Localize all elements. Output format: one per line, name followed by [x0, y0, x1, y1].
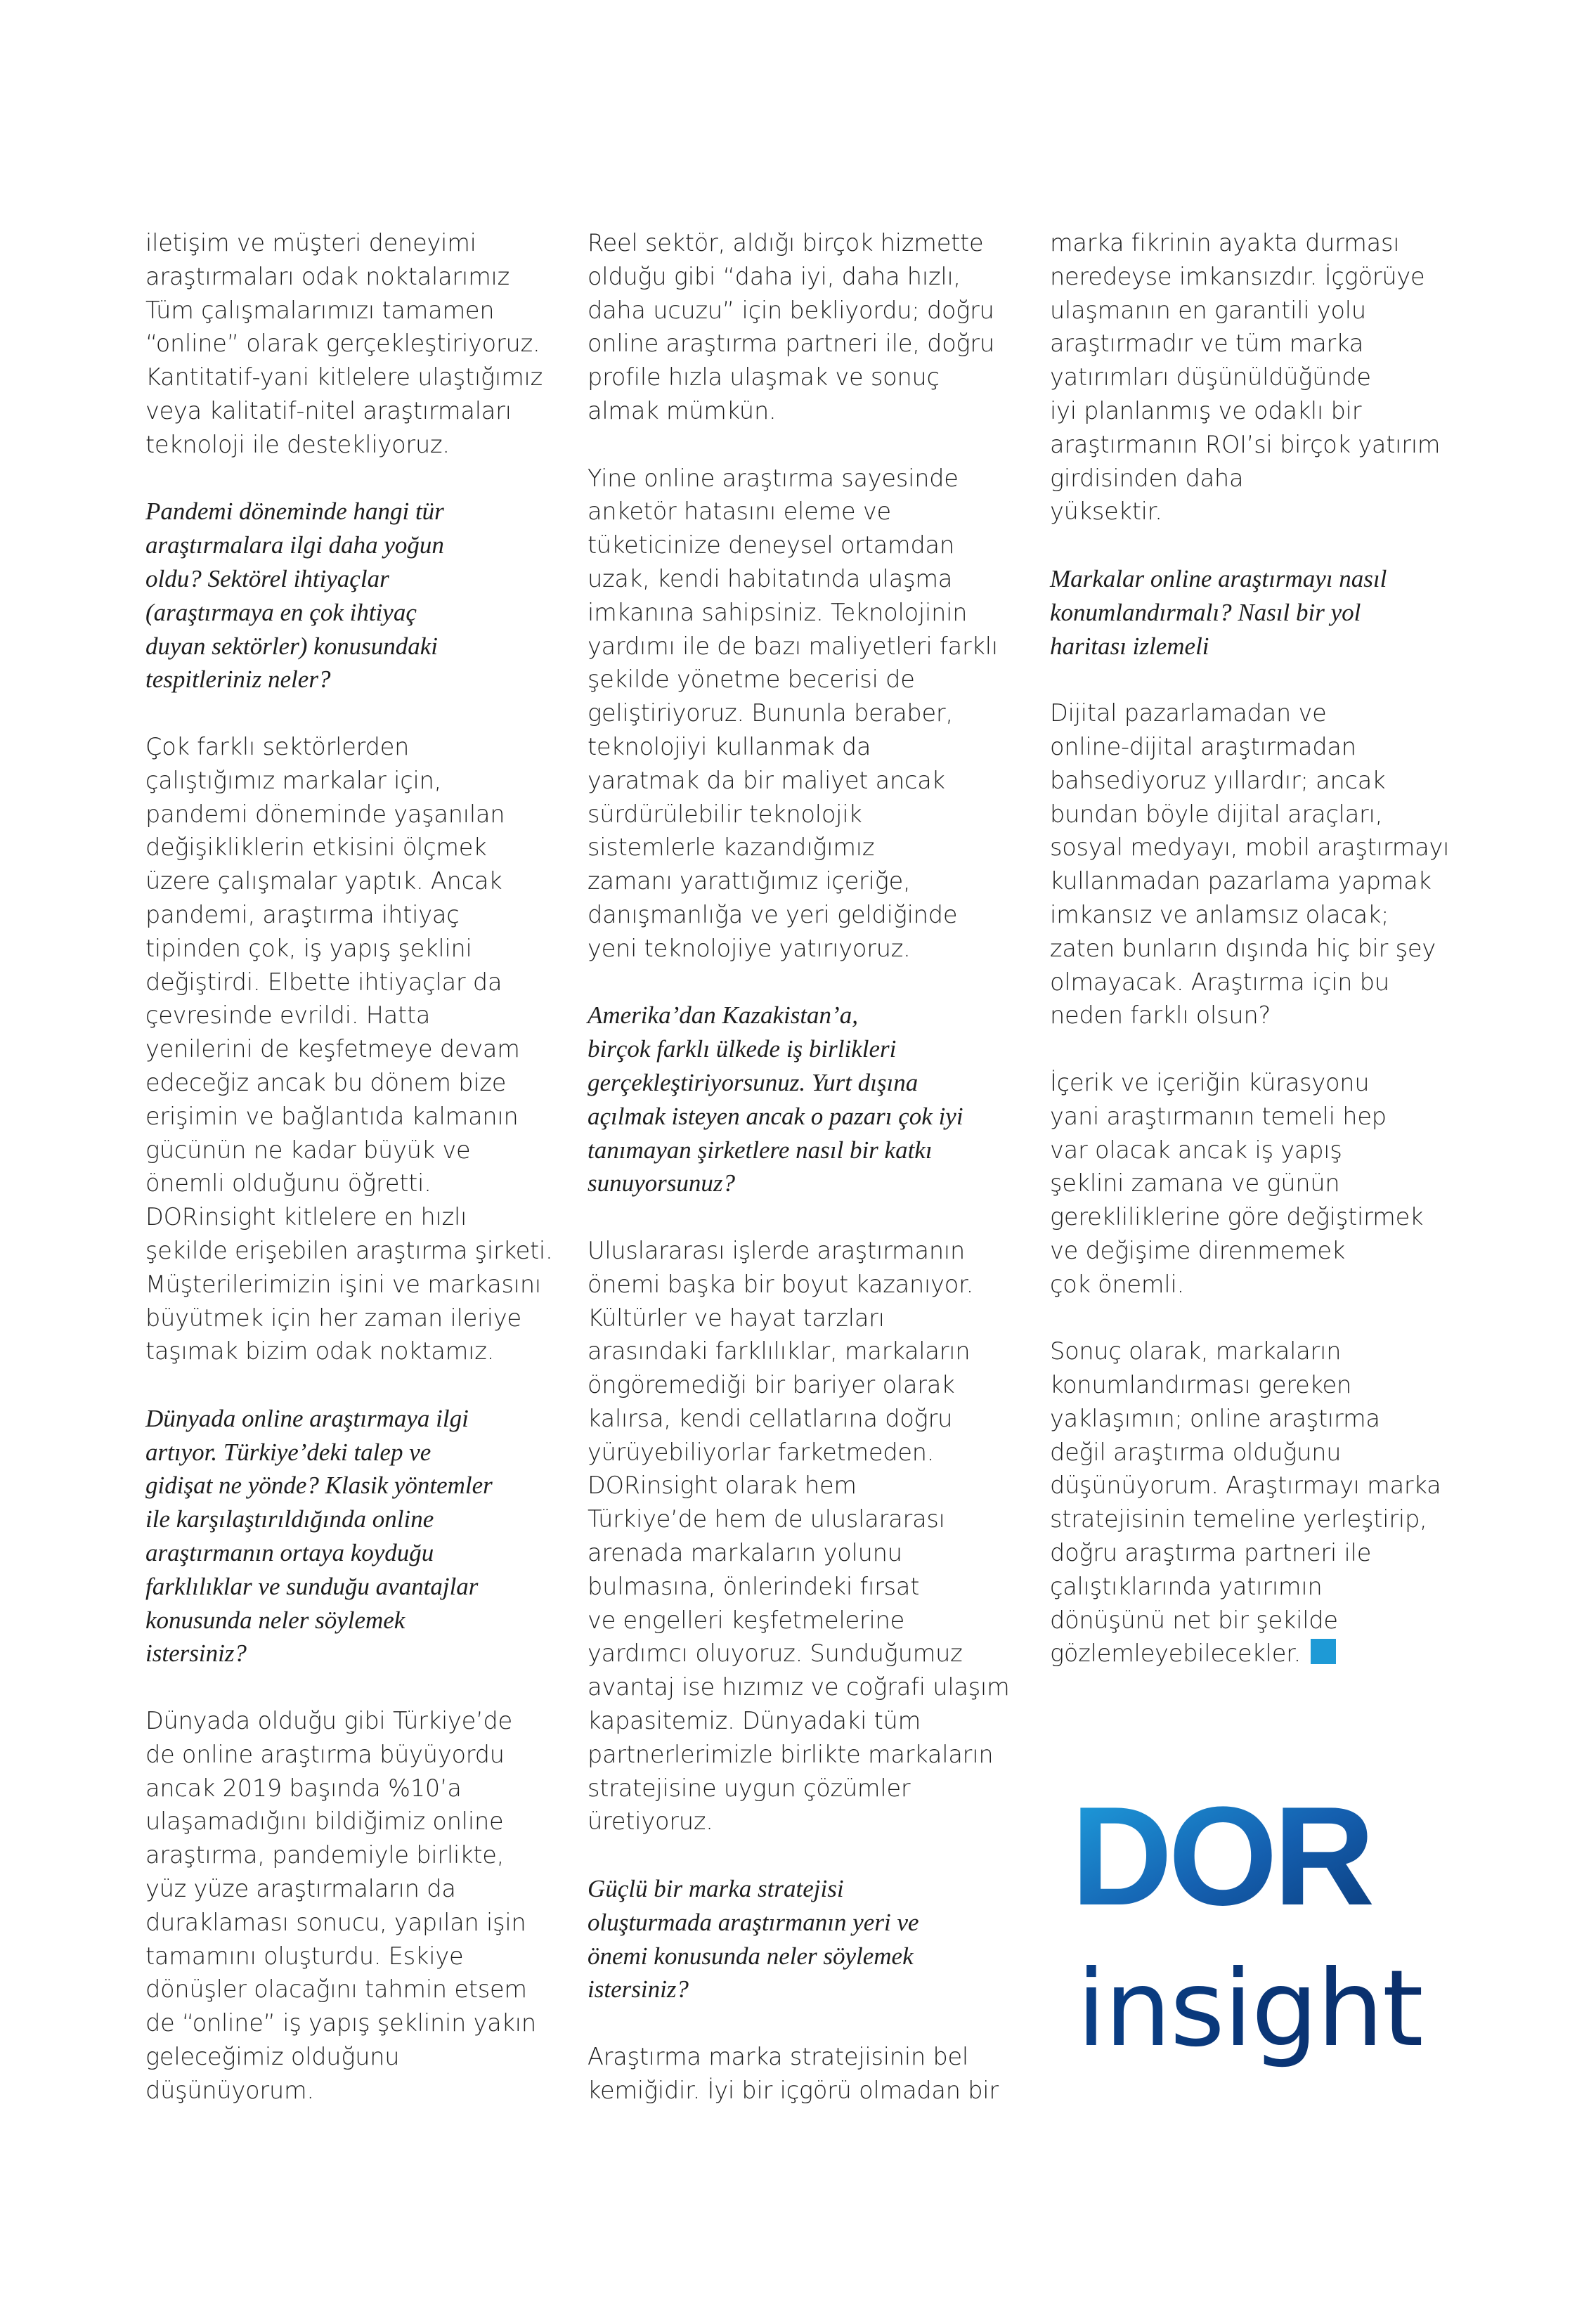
text-line: artıyor. Türkiye’deki talep ve	[145, 1438, 431, 1466]
paragraph	[1050, 226, 1472, 528]
text-line: profile hızla ulaşmak ve sonuç	[588, 363, 940, 391]
text-line: Markalar online araştırmayı nasıl	[1050, 564, 1387, 592]
text-line: sürdürülebilir teknolojik	[588, 800, 862, 828]
text-line: imkansız ve anlamsız olacak;	[1050, 900, 1389, 928]
text-line: sunuyorsunuz?	[588, 1169, 736, 1197]
text-line: marka fikrinin ayakta durması	[1050, 229, 1400, 257]
text-line: bahsediyoruz yıllardır; ancak	[1050, 766, 1386, 794]
text-line: Dünyada online araştırmaya ilgi	[145, 1404, 469, 1432]
text-line: çevresinde evrildi. Hatta	[145, 1001, 431, 1030]
text-line: Sonuç olarak, markaların	[1050, 1337, 1342, 1365]
text-line: Yine online araştırma sayesinde	[588, 464, 959, 492]
text-line: sistemlerle kazandığımız	[588, 833, 875, 862]
text-line: Tüm çalışmalarımızı tamamen	[145, 296, 495, 324]
text-line: araştırma, pandemiyle birlikte,	[145, 1841, 505, 1869]
text-line: gözlemleyebilecekler.	[1050, 1637, 1472, 1670]
text-line: yardımcı oluyoruz. Sunduğumuz	[588, 1640, 963, 1668]
text-line: oluşturmada araştırmanın yeri ve	[588, 1908, 919, 1936]
text-line: yüksektir.	[1050, 498, 1162, 526]
text-line: Türkiye’de hem de uluslararası	[588, 1505, 945, 1533]
text-line: araştırmaları odak noktalarımız	[145, 262, 510, 290]
text-line: yaklaşımın; online araştırma	[1050, 1404, 1380, 1432]
text-line: tespitleriniz neler?	[145, 666, 331, 694]
text-line: de online araştırma büyüyordu	[145, 1740, 505, 1768]
text-line: kalırsa, kendi cellatlarına doğru	[588, 1404, 953, 1432]
text-line: pandemi döneminde yaşanılan	[145, 800, 505, 828]
text-line: teknolojiyi kullanmak da	[588, 732, 871, 760]
text-line: konumlandırmalı? Nasıl bir yol	[1050, 598, 1361, 626]
text-line: avantaj ise hızımız ve coğrafi ulaşım	[588, 1673, 1010, 1701]
text-line: de “online” iş yapış şeklinin yakın	[145, 2009, 536, 2037]
text-line: yeni teknolojiye yatırıyoruz.	[588, 934, 911, 962]
text-line: kapasitemiz. Dünyadaki tüm	[588, 1707, 921, 1735]
text-line: üretiyoruz.	[588, 1807, 713, 1836]
text-line: partnerlerimizle birlikte markaların	[588, 1740, 994, 1768]
question	[1050, 562, 1472, 663]
column-2	[588, 226, 1023, 2108]
text-line: Amerika’dan Kazakistan’a,	[588, 1001, 858, 1030]
text-line: zamanı yarattığımız içeriğe,	[588, 867, 911, 895]
text-line: erişimin ve bağlantıda kalmanın	[145, 1102, 519, 1130]
text-line: önemli olduğunu öğretti.	[145, 1169, 431, 1197]
text-line: neden farklı olsun?	[1050, 1001, 1271, 1030]
text-line: taşımak bizim odak noktamız.	[145, 1337, 495, 1365]
text-line: Dünyada olduğu gibi Türkiye’de	[145, 1707, 513, 1735]
text-line: dönüşünü net bir şekilde	[1050, 1606, 1338, 1634]
text-line: Güçlü bir marka stratejisi	[588, 1875, 844, 1903]
text-line: neredeyse imkansızdır. İçgörüye	[1050, 262, 1425, 290]
text-line: araştırmadır ve tüm marka	[1050, 330, 1364, 358]
text-line: öngöremediği bir bariyer olarak	[588, 1371, 955, 1399]
text-line: tüketicinize deneysel ortamdan	[588, 531, 954, 559]
text-line: değiştirdi. Elbette ihtiyaçlar da	[145, 968, 502, 996]
text-line: dönüşler olacağını tahmin etsem	[145, 1975, 527, 2004]
text-line: doğru araştırma partneri ile	[1050, 1539, 1372, 1567]
column-3	[1050, 226, 1472, 1670]
text-line: olmayacak. Araştırma için bu	[1050, 968, 1389, 996]
text-line: tamamını oluşturdu. Eskiye	[145, 1942, 464, 1970]
paragraph-final	[1050, 1335, 1472, 1670]
text-line: stratejisinin temeline yerleştirip,	[1050, 1505, 1427, 1533]
text-line: pandemi, araştırma ihtiyaç	[145, 900, 460, 928]
question	[145, 495, 560, 696]
text-line: açılmak isteyen ancak o pazarı çok iyi	[588, 1102, 963, 1130]
text-line: almak mümkün.	[588, 396, 777, 424]
text-line: ve engelleri keşfetmelerine	[588, 1606, 905, 1634]
text-line: Reel sektör, aldığı birçok hizmette	[588, 229, 984, 257]
text-line: araştırmanın ROI’si birçok yatırım	[1050, 430, 1441, 458]
text-line: teknoloji ile destekliyoruz.	[145, 430, 450, 458]
question	[588, 999, 1023, 1200]
text-line: kemiğidir. İyi bir içgörü olmadan bir	[588, 2076, 999, 2104]
text-line: girdisinden daha	[1050, 464, 1244, 492]
text-line: gerekliliklerine göre değiştirmek	[1050, 1203, 1424, 1231]
paragraph	[145, 730, 560, 1368]
column-1	[145, 226, 560, 2108]
text-line: gücünün ne kadar büyük ve	[145, 1136, 471, 1164]
text-line: birçok farklı ülkede iş birlikleri	[588, 1035, 897, 1063]
text-line: iletişim ve müşteri deneyimi	[145, 229, 476, 257]
text-line: yenilerini de keşfetmeye devam	[145, 1035, 520, 1063]
text-line: imkanına sahipsiniz. Teknolojinin	[588, 598, 968, 626]
paragraph	[1050, 1066, 1472, 1301]
text-line: değişikliklerin etkisini ölçmek	[145, 833, 487, 862]
logo-dor-text: DOR	[1071, 1778, 1371, 1935]
text-line: Kantitatif-yani kitlelere ulaştığımız	[145, 363, 543, 391]
paragraph	[588, 462, 1023, 966]
text-line: veya kalitatif-nitel araştırmaları	[145, 396, 512, 424]
text-line: Müşterilerimizin işini ve markasını	[145, 1270, 542, 1298]
text-line: “online” olarak gerçekleştiriyoruz.	[145, 330, 540, 358]
text-line: çalıştığımız markalar için,	[145, 766, 442, 794]
text-line: kullanmadan pazarlama yapmak	[1050, 867, 1432, 895]
text-line: oldu? Sektörel ihtiyaçlar	[145, 564, 389, 592]
logo-insight-text: insight	[1077, 1948, 1422, 2070]
text-line: araştırmanın ortaya koyduğu	[145, 1539, 434, 1567]
text-line: Araştırma marka stratejisinin bel	[588, 2043, 969, 2071]
text-line: danışmanlığa ve yeri geldiğinde	[588, 900, 958, 928]
text-line: duyan sektörler) konusundaki	[145, 632, 439, 660]
paragraph	[145, 1704, 560, 2108]
question	[588, 1872, 1023, 2006]
text-line: ancak 2019 başında %10’a	[145, 1774, 462, 1802]
text-line: çok önemli.	[1050, 1270, 1184, 1298]
text-line: edeceğiz ancak bu dönem bize	[145, 1068, 507, 1096]
question	[145, 1402, 560, 1670]
paragraph	[588, 1234, 1023, 1838]
text-line: İçerik ve içeriğin kürasyonu	[1050, 1068, 1370, 1096]
text-line: konumlandırması gereken	[1050, 1371, 1352, 1399]
text-line: ulaşmanın en garantili yolu	[1050, 296, 1366, 324]
text-line: bundan böyle dijital araçları,	[1050, 800, 1383, 828]
text-line: şekilde erişebilen araştırma şirketi.	[145, 1236, 553, 1264]
text-line: Kültürler ve hayat tarzları	[588, 1304, 885, 1332]
end-square-icon	[1311, 1639, 1336, 1664]
text-line: tanımayan şirketlere nasıl bir katkı	[588, 1136, 933, 1164]
text-line: geleceğimiz olduğunu	[145, 2043, 400, 2071]
text-line: konusunda neler söylemek	[145, 1606, 405, 1634]
text-line: ulaşamadığını bildiğimiz online	[145, 1807, 504, 1836]
text-line: yüz yüze araştırmaların da	[145, 1875, 456, 1903]
text-line: arenada markaların yolunu	[588, 1539, 902, 1567]
text-line: yürüyebiliyorlar farketmeden.	[588, 1438, 935, 1466]
text-line: Dijital pazarlamadan ve	[1050, 699, 1327, 727]
text-line: düşünüyorum. Araştırmayı marka	[1050, 1472, 1441, 1500]
text-line: önemi başka bir boyut kazanıyor.	[588, 1270, 974, 1298]
text-line: farklılıklar ve sunduğu avantajlar	[145, 1572, 479, 1600]
text-line: üzere çalışmalar yaptık. Ancak	[145, 867, 502, 895]
text-line: yardımı ile de bazı maliyetleri farklı	[588, 632, 998, 660]
text-line: Pandemi döneminde hangi tür	[145, 498, 444, 526]
text-line: gerçekleştiriyorsunuz. Yurt dışına	[588, 1068, 919, 1096]
text-line: olduğu gibi “daha iyi, daha hızlı,	[588, 262, 961, 290]
text-line: araştırmalara ilgi daha yoğun	[145, 531, 444, 559]
text-line: ve değişime direnmemek	[1050, 1236, 1345, 1264]
text-line: iyi planlanmış ve odaklı bir	[1050, 396, 1362, 424]
paragraph	[588, 226, 1023, 428]
text-line: arasındaki farklılıklar, markaların	[588, 1337, 971, 1365]
text-line: bulmasına, önlerindeki fırsat	[588, 1572, 920, 1600]
text-line: önemi konusunda neler söylemek	[588, 1942, 914, 1970]
text-line: ile karşılaştırıldığında online	[145, 1505, 434, 1533]
text-line: online-dijital araştırmadan	[1050, 732, 1356, 760]
text-line: tipinden çok, iş yapış şeklini	[145, 934, 472, 962]
paragraph	[145, 226, 560, 462]
text-line: istersiniz?	[588, 1975, 689, 2004]
text-line: duraklaması sonucu, yapılan işin	[145, 1908, 526, 1936]
text-line: şekilde yönetme becerisi de	[588, 666, 915, 694]
text-line: zaten bunların dışında hiç bir şey	[1050, 934, 1436, 962]
dorinsight-logo	[1071, 1778, 1436, 2073]
text-line: çalıştıklarında yatırımın	[1050, 1572, 1323, 1600]
text-line: değil araştırma olduğunu	[1050, 1438, 1342, 1466]
text-line: DORinsight kitlelere en hızlı	[145, 1203, 467, 1231]
text-line: Uluslararası işlerde araştırmanın	[588, 1236, 965, 1264]
text-line: şeklini zamana ve günün	[1050, 1169, 1340, 1197]
text-line: (araştırmaya en çok ihtiyaç	[145, 598, 417, 626]
text-line: daha ucuzu” için bekliyordu; doğru	[588, 296, 994, 324]
text-line: uzak, kendi habitatında ulaşma	[588, 564, 953, 592]
text-line: sosyal medyayı, mobil araştırmayı	[1050, 833, 1450, 862]
text-line: yatırımları düşünüldüğünde	[1050, 363, 1371, 391]
text-line: yaratmak da bir maliyet ancak	[588, 766, 945, 794]
text-line: var olacak ancak iş yapış	[1050, 1136, 1342, 1164]
text-line: online araştırma partneri ile, doğru	[588, 330, 995, 358]
text-line: düşünüyorum.	[145, 2076, 314, 2104]
text-line: Çok farklı sektörlerden	[145, 732, 410, 760]
text-line: yani araştırmanın temeli hep	[1050, 1102, 1387, 1130]
text-line: büyütmek için her zaman ileriye	[145, 1304, 521, 1332]
text-line: DORinsight olarak hem	[588, 1472, 857, 1500]
text-line: gidişat ne yönde? Klasik yöntemler	[145, 1472, 493, 1500]
paragraph	[1050, 696, 1472, 1032]
text-line: istersiniz?	[145, 1640, 247, 1668]
text-line: geliştiriyoruz. Bununla beraber,	[588, 699, 953, 727]
text-line: stratejisine uygun çözümler	[588, 1774, 911, 1802]
text-line: haritası izlemeli	[1050, 632, 1209, 660]
text-line: anketör hatasını eleme ve	[588, 498, 891, 526]
paragraph	[588, 2040, 1023, 2108]
